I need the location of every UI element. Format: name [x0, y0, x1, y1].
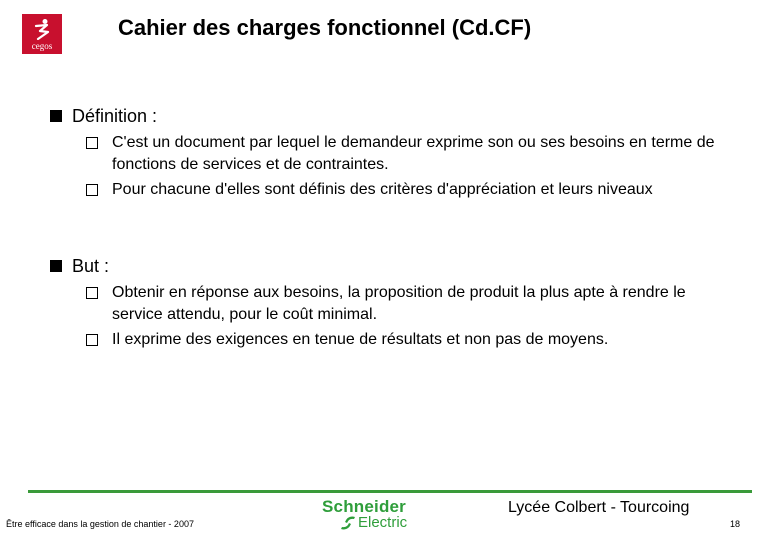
list-item: [86, 282, 726, 326]
list-item-text: Pour chacune d'elles sont définis des critères d'appréciation et leurs niveaux: [112, 181, 653, 198]
cegos-logo: [22, 14, 62, 54]
section-heading: Définition :: [72, 106, 158, 126]
hollow-square-bullet-icon: [86, 287, 98, 299]
brand-name: Schneider: [322, 497, 406, 516]
schneider-electric-logo: [322, 497, 417, 535]
schneider-mark-icon: [338, 515, 358, 531]
hollow-square-bullet-icon: [86, 334, 98, 346]
list-item-text: Il exprime des exigences en tenue de résultats et non pas de moyens.: [112, 331, 609, 348]
hollow-square-bullet-icon: [86, 184, 98, 196]
list-item: [86, 179, 726, 201]
school-name: Lycée Colbert - Tourcoing: [508, 499, 690, 516]
square-bullet-icon: [50, 110, 62, 122]
footer-divider: [28, 490, 752, 493]
logo-text: cegos: [31, 41, 53, 51]
list-item-text: Obtenir en réponse aux besoins, la proposition de produit la plus apte à rendre le service attendu, pour le coût minimal.: [112, 284, 686, 323]
slide-title: Cahier des charges fonctionnel (Cd.CF): [118, 15, 532, 40]
list-item-text: C'est un document par lequel le demandeur exprime son ou ses besoins en terme de fonctions de services et de contraintes.: [112, 134, 715, 173]
footer-caption: Être efficace dans la gestion de chantier - 2007: [6, 519, 194, 529]
hollow-square-bullet-icon: [86, 137, 98, 149]
section-heading: But :: [72, 256, 110, 276]
page-number: 18: [730, 519, 741, 529]
cegos-figure-icon: [30, 18, 54, 40]
brand-sub: Electric: [358, 514, 408, 531]
square-bullet-icon: [50, 260, 62, 272]
list-item: [86, 132, 726, 176]
list-item: [86, 329, 726, 351]
